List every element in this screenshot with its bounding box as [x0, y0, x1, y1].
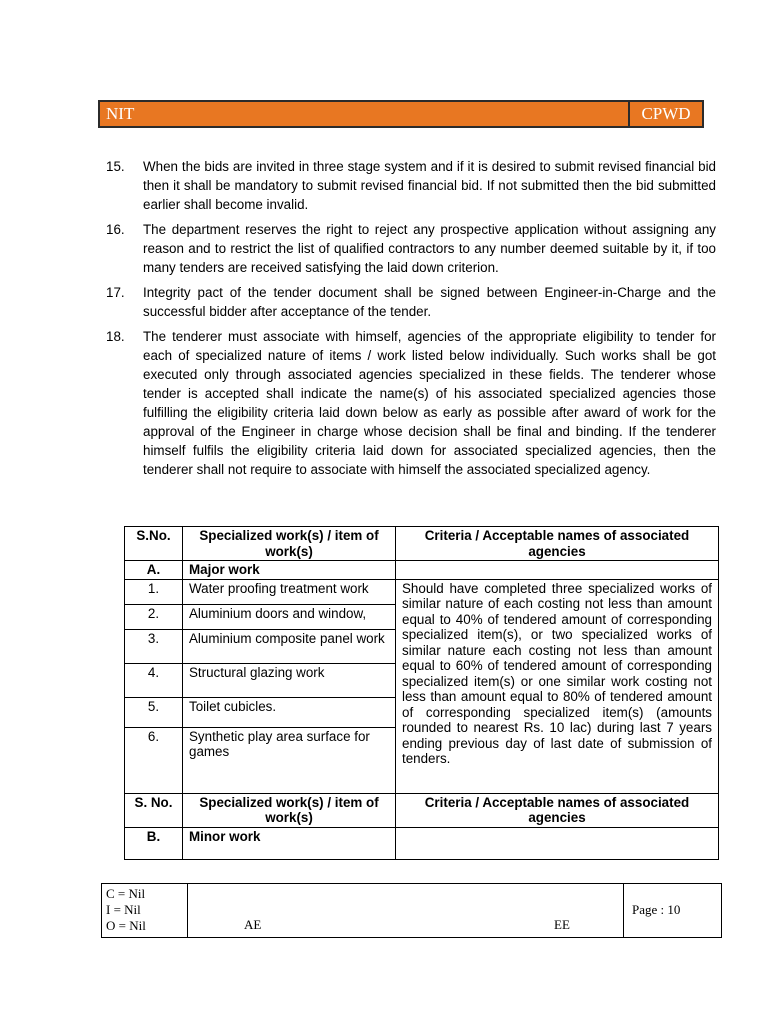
clause-text: The tenderer must associate with himself, agencies of the appropriate eligibility to tender for each of specialized nature of items / work listed below individually. Such works shall be got executed only through associated agencies specialized in these fields. The tenderer whose tender is accepted shall indicate the name(s) of his associated specialized agencies those fulfilling the eligibility criteria laid down below as early as possible after award of work for the approval of the Engineer in charge whose decision shall be final and binding. If the tenderer himself fulfils the eligibility criteria laid down for associated specialized agencies, then the tenderer shall not require to associate with himself the associated specialized agency. — [143, 329, 716, 477]
row-sno: 4. — [125, 663, 183, 697]
row-work: Aluminium doors and window, — [183, 604, 396, 629]
header-nit: NIT — [100, 102, 630, 126]
header-sno: S.No. — [125, 527, 183, 561]
empty-cell — [396, 827, 719, 859]
criteria-cell: Should have completed three specialized works of similar nature of each costing not less than amount equal to 40% of tendered amount of corresponding specialized item(s), or two specialized works of similar nature each costing not less than amount equal to 60% of tendered amount of corresponding specialized item(s) or one similar work costing not less than amount equal to 80% of tendered amount of corresponding specialized item(s) (amounts rounded to nearest Rs. 10 lac) during last 7 years ending previous day of last date of submission of tenders. — [396, 579, 719, 793]
clause-text: The department reserves the right to reject any prospective application without assigning any reason and to restrict the list of qualified contractors to any number deemed suitable by it, if too many tenders are received satisfying the laid down criterion. — [143, 222, 716, 275]
row-sno: 1. — [125, 579, 183, 604]
clause-15 — [106, 157, 716, 214]
section-b-title: Minor work — [183, 827, 396, 859]
clause-number: 17. — [106, 285, 125, 300]
clause-16 — [106, 220, 716, 277]
section-a-label: A. — [125, 561, 183, 580]
clause-number: 15. — [106, 159, 125, 174]
row-work: Water proofing treatment work — [183, 579, 396, 604]
row-work: Toilet cubicles. — [183, 697, 396, 727]
footer-c: C = Nil — [106, 886, 146, 901]
page-footer — [101, 883, 722, 938]
footer-signatures — [188, 884, 624, 937]
section-b-label: B. — [125, 827, 183, 859]
specialized-works-table — [124, 526, 719, 860]
header-work: Specialized work(s) / item of work(s) — [183, 527, 396, 561]
row-work: Synthetic play area surface for games — [183, 727, 396, 793]
empty-cell — [396, 561, 719, 580]
header2-sno: S. No. — [125, 793, 183, 827]
footer-counts — [102, 884, 188, 937]
section-b-row — [125, 827, 719, 859]
page-header — [98, 100, 704, 128]
row-sno: 6. — [125, 727, 183, 793]
row-sno: 3. — [125, 629, 183, 663]
clause-number: 16. — [106, 222, 125, 237]
row-work: Aluminium composite panel work — [183, 629, 396, 663]
clause-17 — [106, 283, 716, 321]
clause-number: 18. — [106, 329, 125, 344]
header-criteria: Criteria / Acceptable names of associated agencies — [396, 527, 719, 561]
section-a-title: Major work — [183, 561, 396, 580]
clause-text: When the bids are invited in three stage system and if it is desired to submit revised financial bid then it shall be mandatory to submit revised financial bid. If not submitted then the bid submitted earlier shall become invalid. — [143, 159, 716, 212]
row-work: Structural glazing work — [183, 663, 396, 697]
header2-criteria: Criteria / Acceptable names of associated agencies — [396, 793, 719, 827]
footer-ae: AE — [244, 917, 262, 932]
row-sno: 2. — [125, 604, 183, 629]
footer-ee: EE — [554, 917, 570, 932]
clauses — [106, 157, 716, 485]
table-row — [125, 579, 719, 604]
header2-work: Specialized work(s) / item of work(s) — [183, 793, 396, 827]
section-a-row — [125, 561, 719, 580]
page-number: Page : 10 — [632, 902, 681, 917]
table-header-row-2 — [125, 793, 719, 827]
row-sno: 5. — [125, 697, 183, 727]
table-header-row — [125, 527, 719, 561]
clause-text: Integrity pact of the tender document shall be signed between Engineer-in-Charge and the successful bidder after acceptance of the tender. — [143, 285, 716, 319]
header-cpwd: CPWD — [630, 102, 702, 126]
clause-18 — [106, 327, 716, 479]
footer-o: O = Nil — [106, 918, 146, 933]
footer-i: I = Nil — [106, 902, 141, 917]
